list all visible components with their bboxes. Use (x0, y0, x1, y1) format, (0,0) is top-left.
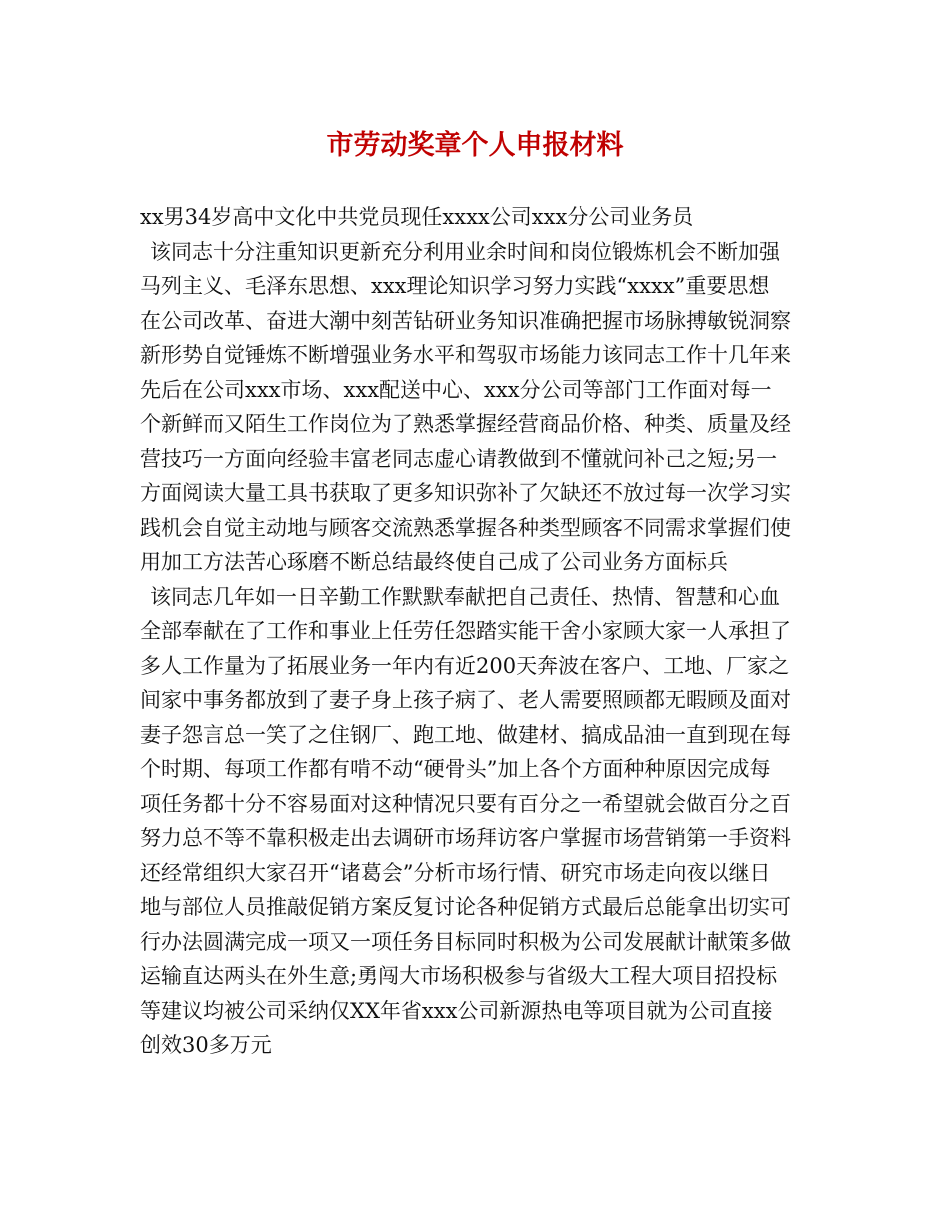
text-line: 个时期、每项工作都有啃不动“硬骨头”加上各个方面种种原因完成每 (140, 757, 771, 781)
paragraph-first-line: 该同志几年如一日辛勤工作默默奉献把自己责任、热情、智慧和心血 (150, 584, 780, 609)
text-line: 营技巧一方面向经验丰富老同志虚心请教做到不懂就问补己之短;另一 (140, 446, 778, 471)
document-title: 市劳动奖章个人申报材料 (326, 130, 624, 161)
text-line: 多人工作量为了拓展业务一年内有近200天奔波在客户、工地、厂家之 (140, 653, 790, 678)
text-line: 地与部位人员推敲促销方案反复讨论各种促销方式最后总能拿出切实可 (140, 895, 791, 919)
text-line: 等建议均被公司采纳仅XX年省xxx公司新源热电等项目就为公司直接 (140, 998, 773, 1023)
text-line: 新形势自觉锤炼不断增强业务水平和驾驭市场能力该同志工作十几年来 (140, 343, 791, 367)
text-line: 创效30多万元 (140, 1033, 272, 1057)
text-line: xx男34岁高中文化中共党员现任xxxx公司xxx分公司业务员 (140, 205, 694, 229)
text-line: 马列主义、毛泽东思想、xxx理论知识学习努力实践“xxxx”重要思想 (140, 274, 770, 298)
text-line: 项任务都十分不容易面对这种情况只要有百分之一希望就会做百分之百 (140, 791, 791, 816)
text-line: 行办法圆满完成一项又一项任务目标同时积极为公司发展献计献策多做 (140, 929, 791, 954)
text-line: 间家中事务都放到了妻子身上孩子病了、老人需要照顾都无暇顾及面对 (140, 688, 791, 712)
document-body (140, 200, 816, 1063)
text-line: 在公司改革、奋进大潮中刻苦钻研业务知识准确把握市场脉搏敏锐洞察 (140, 308, 791, 333)
paragraph-first-line: 该同志十分注重知识更新充分利用业余时间和岗位锻炼机会不断加强 (150, 239, 780, 264)
text-line: 个新鲜而又陌生工作岗位为了熟悉掌握经营商品价格、种类、质量及经 (140, 412, 791, 436)
text-line: 还经常组织大家召开“诸葛会”分析市场行情、研究市场走向夜以继日 (140, 860, 771, 885)
text-line: 妻子怨言总一笑了之住钢厂、跑工地、做建材、搞成品油一直到现在每 (140, 722, 791, 747)
text-line: 践机会自觉主动地与顾客交流熟悉掌握各种类型顾客不同需求掌握们使 (140, 515, 791, 540)
text-line: 用加工方法苦心琢磨不断总结最终使自己成了公司业务方面标兵 (140, 550, 728, 574)
text-line: 全部奉献在了工作和事业上任劳任怨踏实能干舍小家顾大家一人承担了 (140, 619, 791, 643)
text-line: 运输直达两头在外生意;勇闯大市场积极参与省级大工程大项目招投标 (140, 964, 778, 988)
text-line: 先后在公司xxx市场、xxx配送中心、xxx分公司等部门工作面对每一 (140, 377, 772, 402)
text-line: 努力总不等不靠积极走出去调研市场拜访客户掌握市场营销第一手资料 (140, 826, 791, 850)
text-line: 方面阅读大量工具书获取了更多知识弥补了欠缺还不放过每一次学习实 (140, 481, 791, 505)
